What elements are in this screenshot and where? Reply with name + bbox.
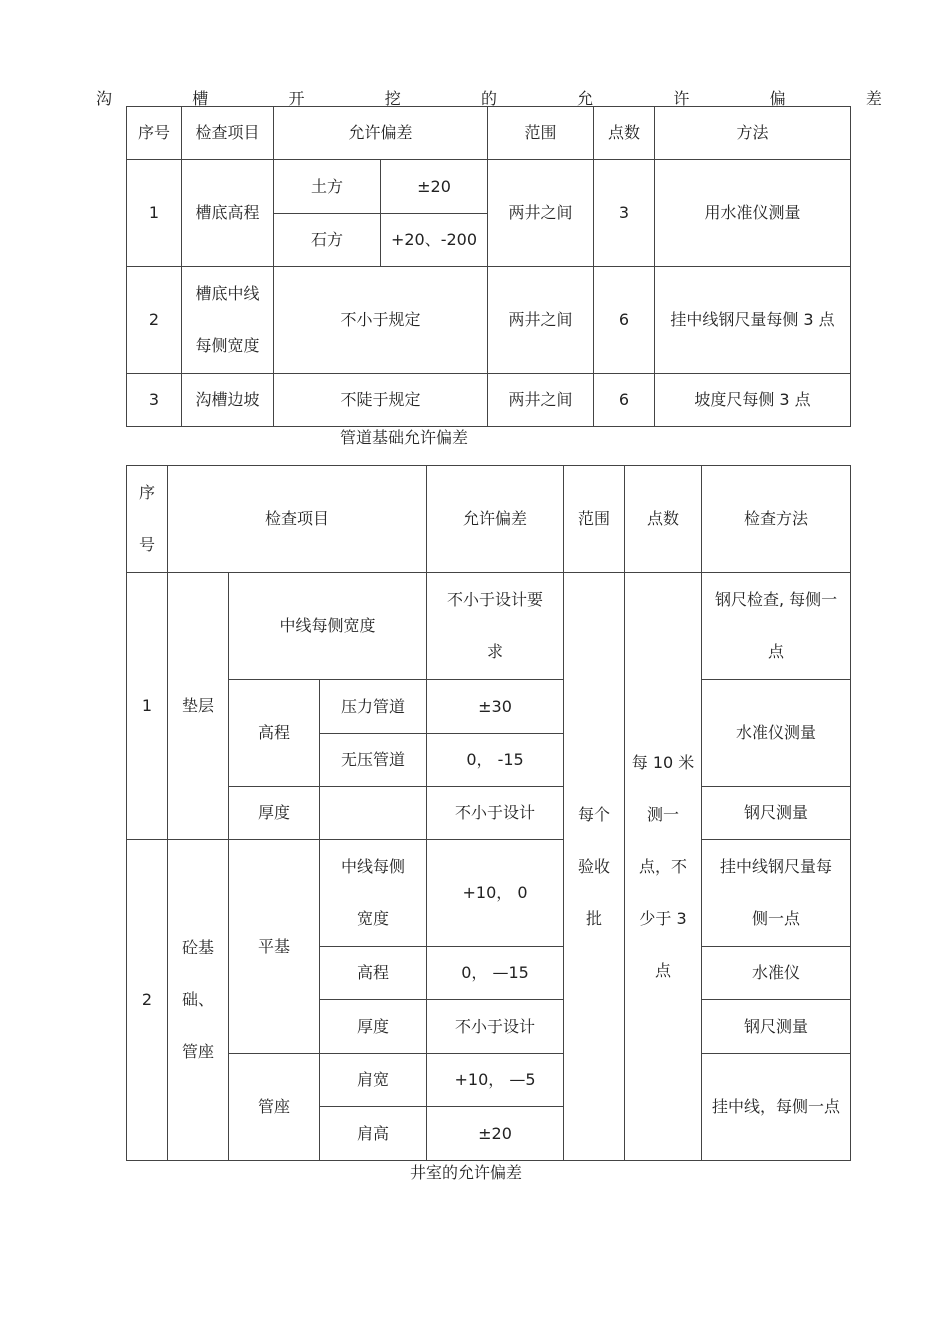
points: 3 bbox=[594, 160, 655, 267]
header-cell: 序号 bbox=[127, 107, 182, 160]
sub-item bbox=[320, 840, 427, 947]
title-char: 偏 bbox=[769, 89, 786, 108]
tolerance-value bbox=[427, 573, 564, 680]
tolerance-value: 0， —15 bbox=[427, 947, 564, 1000]
row-number: 2 bbox=[127, 267, 182, 374]
group-name-line: 管座 bbox=[181, 1042, 214, 1061]
points-line: 点，不 bbox=[639, 856, 688, 876]
title-char: 开 bbox=[288, 89, 305, 108]
points-line: 少于 3 bbox=[639, 908, 687, 928]
method: 钢尺测量 bbox=[702, 1000, 851, 1054]
points-line: 点 bbox=[655, 960, 672, 980]
check-item: 中线每侧宽度 bbox=[229, 573, 427, 680]
method-line: 侧一点 bbox=[752, 909, 801, 928]
check-item-line: 槽底中线 bbox=[195, 284, 260, 303]
check-item: 管座 bbox=[229, 1054, 320, 1161]
method bbox=[702, 573, 851, 680]
header-cell: 方法 bbox=[655, 107, 851, 160]
method: 水准仪 bbox=[702, 947, 851, 1000]
sub-item: 无压管道 bbox=[320, 734, 427, 787]
table-row bbox=[127, 374, 851, 427]
table-row bbox=[127, 840, 851, 947]
sub-item: 石方 bbox=[274, 214, 381, 267]
tolerance-value: ±30 bbox=[427, 680, 564, 734]
header-cell: 范围 bbox=[488, 107, 594, 160]
title-char: 许 bbox=[673, 89, 690, 108]
tolerance-value: 不小于设计 bbox=[427, 1000, 564, 1054]
header-cell: 检查项目 bbox=[182, 107, 274, 160]
value-line: 求 bbox=[487, 642, 504, 661]
method: 挂中线，每侧一点 bbox=[702, 1054, 851, 1161]
tolerance-value: 不陡于规定 bbox=[274, 374, 488, 427]
sub-item: 高程 bbox=[320, 947, 427, 1000]
header-cell: 允许偏差 bbox=[427, 466, 564, 573]
check-item: 厚度 bbox=[229, 787, 320, 840]
method: 用水准仪测量 bbox=[655, 160, 851, 267]
method: 挂中线钢尺量每侧 3 点 bbox=[655, 267, 851, 374]
sub-item: 压力管道 bbox=[320, 680, 427, 734]
method-line: 钢尺检查, 每侧一 bbox=[714, 590, 838, 609]
range: 两井之间 bbox=[488, 160, 594, 267]
header-cell: 点数 bbox=[625, 466, 702, 573]
table-row bbox=[127, 680, 851, 734]
points: 6 bbox=[594, 267, 655, 374]
check-item bbox=[182, 267, 274, 374]
pipe-foundation-tolerance-table bbox=[126, 465, 851, 1161]
check-item-line: 每侧宽度 bbox=[195, 336, 260, 355]
header-cell: 检查方法 bbox=[702, 466, 851, 573]
header-row bbox=[127, 466, 851, 573]
table-row bbox=[127, 267, 851, 374]
header-row bbox=[127, 107, 851, 160]
range bbox=[564, 573, 625, 1161]
method: 钢尺测量 bbox=[702, 787, 851, 840]
table1-title bbox=[96, 86, 882, 108]
tolerance-value: ±20 bbox=[381, 160, 488, 214]
sub-item: 厚度 bbox=[320, 1000, 427, 1054]
trench-tolerance-table bbox=[126, 106, 851, 427]
table3-caption: 井室的允许偏差 bbox=[410, 1163, 523, 1182]
tolerance-value: +10， —5 bbox=[427, 1054, 564, 1107]
group-name: 垫层 bbox=[168, 573, 229, 840]
table-row bbox=[127, 573, 851, 680]
tolerance-value: +10， 0 bbox=[427, 840, 564, 947]
title-char: 沟 bbox=[96, 89, 113, 108]
sub-item: 土方 bbox=[274, 160, 381, 214]
header-line: 序 bbox=[138, 483, 155, 502]
range: 两井之间 bbox=[488, 267, 594, 374]
method bbox=[702, 840, 851, 947]
header-cell: 允许偏差 bbox=[274, 107, 488, 160]
row-number: 3 bbox=[127, 374, 182, 427]
header-cell: 检查项目 bbox=[168, 466, 427, 573]
tolerance-value: 不小于规定 bbox=[274, 267, 488, 374]
title-char: 差 bbox=[865, 89, 882, 108]
header-cell bbox=[127, 466, 168, 573]
check-item: 高程 bbox=[229, 680, 320, 787]
check-item: 平基 bbox=[229, 840, 320, 1054]
title-char: 挖 bbox=[384, 89, 401, 108]
value-line: 不小于设计要 bbox=[447, 590, 544, 609]
points: 6 bbox=[594, 374, 655, 427]
range: 两井之间 bbox=[488, 374, 594, 427]
points bbox=[625, 573, 702, 1161]
method: 水准仪测量 bbox=[702, 680, 851, 787]
check-item: 槽底高程 bbox=[182, 160, 274, 267]
row-number: 1 bbox=[127, 573, 168, 840]
method-line: 点 bbox=[768, 642, 785, 661]
table2-caption: 管道基础允许偏差 bbox=[340, 428, 469, 447]
tolerance-value: 不小于设计 bbox=[427, 787, 564, 840]
group-name-line: 础、 bbox=[181, 990, 214, 1009]
sub-item bbox=[320, 787, 427, 840]
tolerance-value: 0， -15 bbox=[427, 734, 564, 787]
sub-item-line: 中线每侧 bbox=[341, 857, 406, 876]
row-number: 2 bbox=[127, 840, 168, 1161]
table-row bbox=[127, 1054, 851, 1107]
range-line: 验收 bbox=[578, 856, 611, 876]
range-line: 每个 bbox=[578, 804, 611, 824]
header-cell: 范围 bbox=[564, 466, 625, 573]
header-line: 号 bbox=[138, 535, 155, 554]
title-char: 允 bbox=[577, 89, 594, 108]
tolerance-value: +20、-200 bbox=[381, 214, 488, 267]
points-line: 测一 bbox=[647, 804, 680, 824]
method-line: 挂中线钢尺量每 bbox=[720, 857, 833, 876]
check-item: 沟槽边坡 bbox=[182, 374, 274, 427]
points-line: 每 10 米 bbox=[631, 752, 695, 772]
table-row bbox=[127, 787, 851, 840]
group-name bbox=[168, 840, 229, 1161]
group-name-line: 砼基 bbox=[181, 938, 214, 957]
sub-item-line: 宽度 bbox=[357, 909, 390, 928]
range-line: 批 bbox=[586, 908, 603, 928]
header-cell: 点数 bbox=[594, 107, 655, 160]
tolerance-value: ±20 bbox=[427, 1107, 564, 1161]
title-char: 槽 bbox=[192, 89, 209, 108]
sub-item: 肩宽 bbox=[320, 1054, 427, 1107]
table-row bbox=[127, 160, 851, 214]
title-char: 的 bbox=[480, 89, 497, 108]
sub-item: 肩高 bbox=[320, 1107, 427, 1161]
row-number: 1 bbox=[127, 160, 182, 267]
method: 坡度尺每侧 3 点 bbox=[655, 374, 851, 427]
